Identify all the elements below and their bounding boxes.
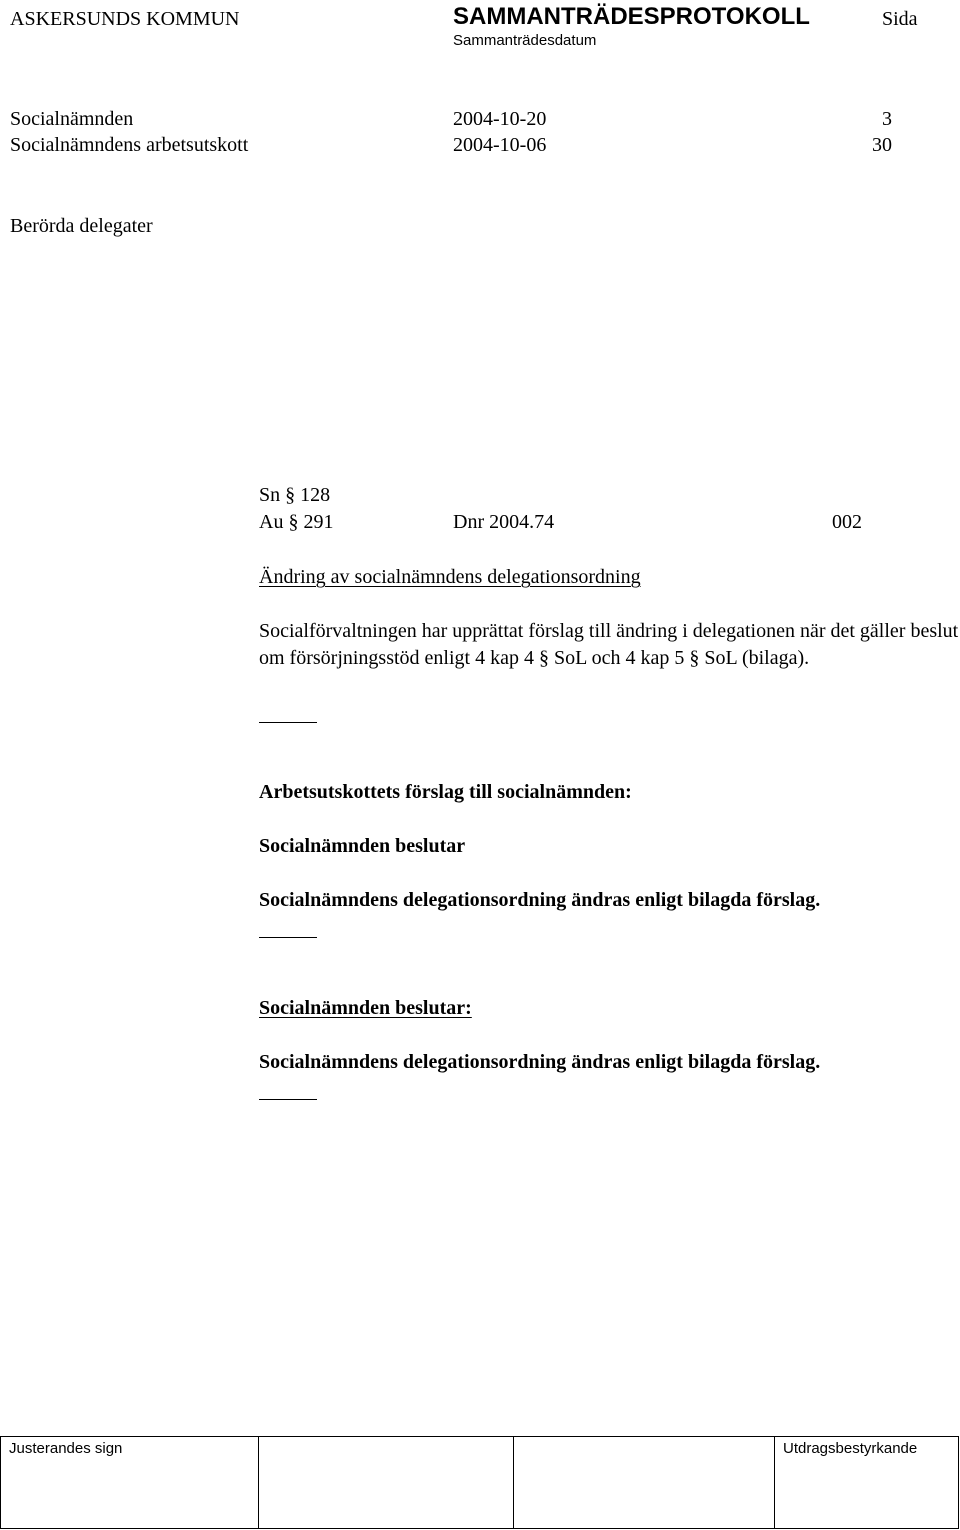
section-sign: § [538,647,549,669]
body-text-part: Socialförvaltningen har upprättat förslag till ändring i delegationen när det gäller beslut om försörjningsstöd enligt 4 kap 4 [259,620,959,669]
signers-cell [1,1437,259,1529]
meeting-date-label: Sammanträdesdatum [453,32,597,49]
signature-box [514,1437,775,1529]
body-text-part: SoL (bilaga). [699,647,810,669]
signature-table [0,1436,959,1529]
meeting-page: 30 [872,134,892,156]
case-au-line [259,509,333,535]
distribution-list: Berörda delegater [10,215,153,237]
au-number: 291 [303,511,334,533]
case-title: Ändring av socialnämndens delegationsordning [259,566,641,588]
separator-rule [259,722,317,723]
meeting-page: 3 [882,108,892,130]
case-sn-line [259,482,330,508]
municipality-name: ASKERSUNDS KOMMUN [10,8,240,30]
meeting-date: 2004-10-06 [453,134,547,156]
resolution-decision: Socialnämndens delegationsordning ändras enligt bilagda förslag. [259,1051,821,1073]
resolution-heading: Socialnämnden beslutar: [259,997,472,1019]
proposal-decision: Socialnämndens delegationsordning ändras enligt bilagda förslag. [259,889,821,911]
sn-label: Sn [259,484,281,506]
section-sign: § [689,647,700,669]
body-text-part: SoL och 4 kap 5 [548,647,690,669]
signature-box [259,1437,514,1529]
section-sign: § [288,511,299,533]
sn-number: 128 [300,484,331,506]
diary-number: Dnr 2004.74 [453,511,555,533]
extract-label: Utdragsbestyrkande [783,1440,918,1457]
body-paragraph [259,618,959,672]
page-label: Sida [882,8,918,30]
document-type: SAMMANTRÄDESPROTOKOLL [453,3,810,30]
section-sign: § [285,484,296,506]
separator-rule [259,1099,317,1100]
meeting-date: 2004-10-20 [453,108,547,130]
signers-label: Justerandes sign [9,1440,123,1457]
separator-rule [259,937,317,938]
proposal-heading: Arbetsutskottets förslag till socialnämnden: [259,781,632,803]
au-label: Au [259,511,284,533]
proposal-subheading: Socialnämnden beslutar [259,835,466,857]
extract-cell [775,1437,959,1529]
meeting-body: Socialnämndens arbetsutskott [10,134,249,156]
meeting-body: Socialnämnden [10,108,134,130]
case-code: 002 [832,511,862,533]
